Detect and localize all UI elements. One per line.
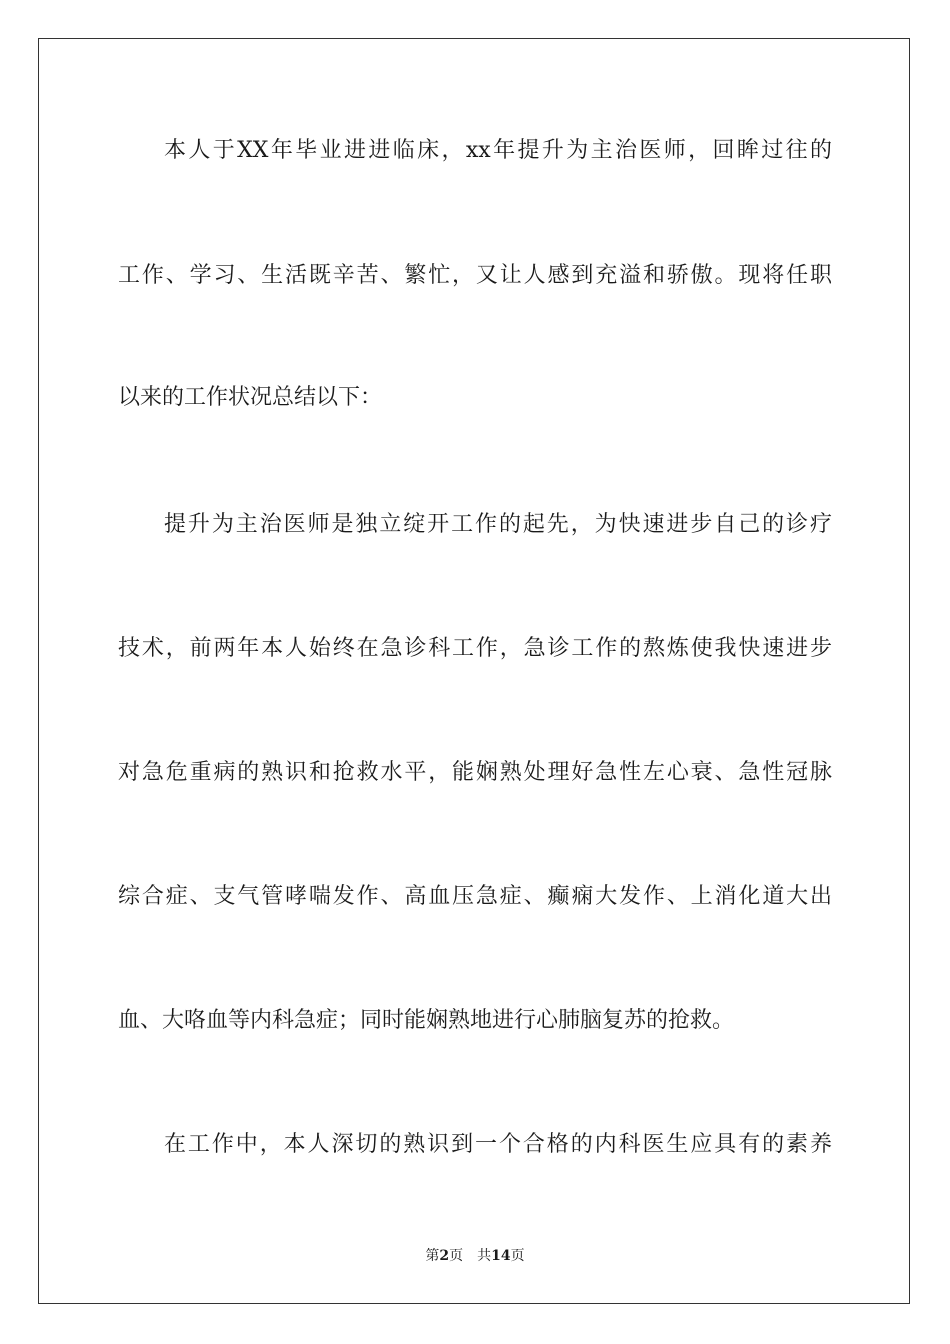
footer-total-suffix: 页 (510, 1248, 525, 1264)
footer-page-number: 2 (439, 1248, 450, 1264)
page-footer (0, 1246, 950, 1266)
paragraph-1-line-2: 工作、学习、生活既辛苦、繁忙，又让人感到充溢和骄傲。现将任职 (118, 263, 832, 288)
footer-page-prefix: 第 (425, 1248, 440, 1264)
paragraph-2-line-4: 综合症、支气管哮喘发作、高血压急症、癫痫大发作、上消化道大出 (118, 884, 832, 909)
footer-page-suffix: 页 (449, 1248, 464, 1264)
paragraph-2-line-1: 提升为主治医师是独立绽开工作的起先，为快速进步自己的诊疗 (164, 512, 832, 537)
paragraph-2-line-3: 对急危重病的熟识和抢救水平，能娴熟处理好急性左心衰、急性冠脉 (118, 760, 832, 785)
paragraph-3-line-1: 在工作中，本人深切的熟识到一个合格的内科医生应具有的素养 (164, 1132, 832, 1157)
paragraph-2-line-2: 技术，前两年本人始终在急诊科工作，急诊工作的熬炼使我快速进步 (118, 636, 832, 661)
footer-total-pages: 14 (491, 1248, 511, 1264)
page-border (38, 38, 910, 1304)
paragraph-2-line-5: 血、大咯血等内科急症；同时能娴熟地进行心肺脑复苏的抢救。 (118, 1008, 735, 1033)
footer-total-prefix: 共 (477, 1248, 492, 1264)
paragraph-1-line-3: 以来的工作状况总结以下： (118, 385, 383, 410)
paragraph-1-line-1: 本人于XX年毕业进进临床，xx年提升为主治医师，回眸过往的 (164, 138, 832, 163)
